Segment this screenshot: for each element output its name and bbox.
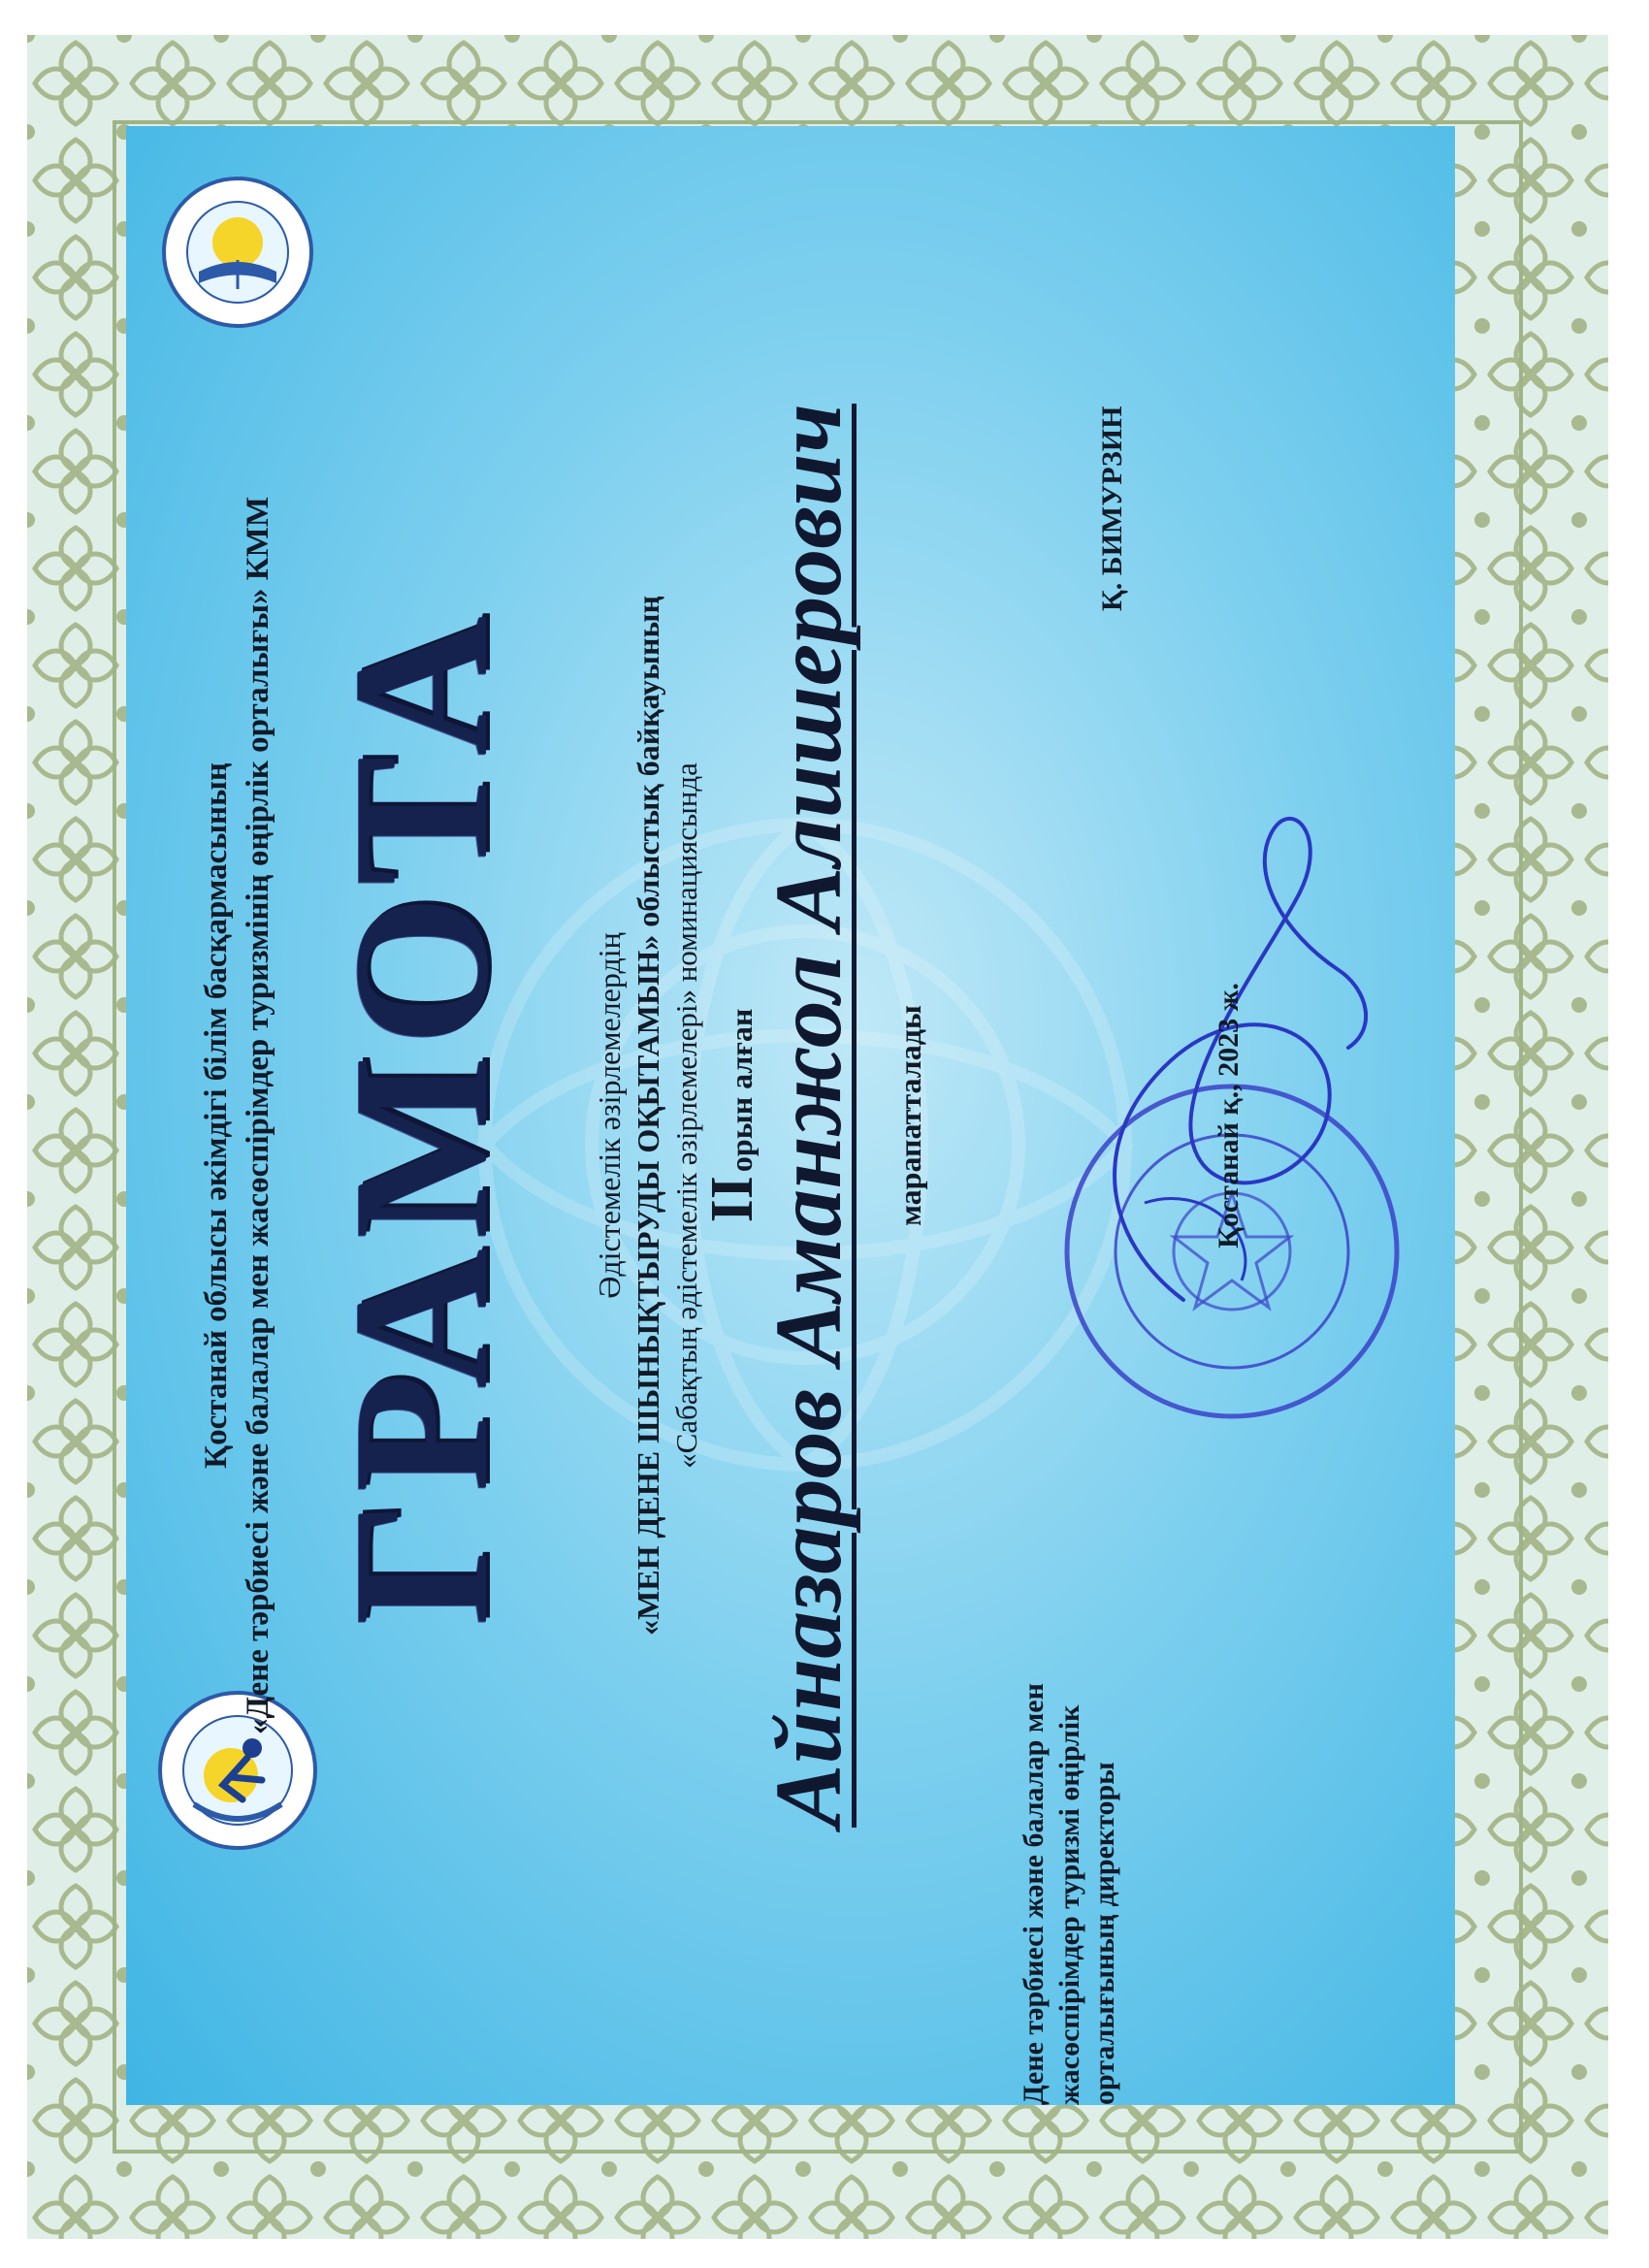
organization-line-1: Қостанай облысы әкімдігі білім басқармасының bbox=[199, 762, 234, 1469]
document-title: ГРАМОТА bbox=[314, 605, 529, 1626]
awarded-text: марапатталады bbox=[892, 1005, 927, 1226]
director-title-line-3: орталығының директоры bbox=[1088, 1762, 1121, 2105]
nomination: «Сабақтың әдістемелік әзірлемелері» номинациясында bbox=[669, 762, 703, 1469]
competition-title: «МЕН ДЕНЕ ШЫНЫҚТЫРУДЫ ОҚЫТАМЫН» облыстық байқауының bbox=[630, 596, 665, 1636]
director-title-line-1: Дене тәрбиесі және балалар мен bbox=[1018, 1683, 1050, 2105]
recipient-name: Айназаров Аманжол Алишерович bbox=[757, 404, 861, 1828]
city-date: Қостанай қ., 2023 ж. bbox=[1212, 983, 1245, 1248]
place-number: II bbox=[699, 1176, 765, 1223]
director-title bbox=[1017, 1310, 1123, 2105]
place-text: орын алған bbox=[724, 1008, 759, 1173]
competition-intro: Әдістемелік әзірлемелердің bbox=[592, 932, 627, 1299]
director-name: Қ. БИМУРЗИН bbox=[1096, 405, 1128, 611]
director-title-line-2: жасөспірімдер туризмі өңірлік bbox=[1052, 1704, 1085, 2105]
certificate-content bbox=[126, 126, 1455, 2105]
organization-line-2: «Дене тәрбиесі және балалар мен жасөспірімдер туризмінің өңірлік орталығы» КММ bbox=[241, 497, 275, 1734]
